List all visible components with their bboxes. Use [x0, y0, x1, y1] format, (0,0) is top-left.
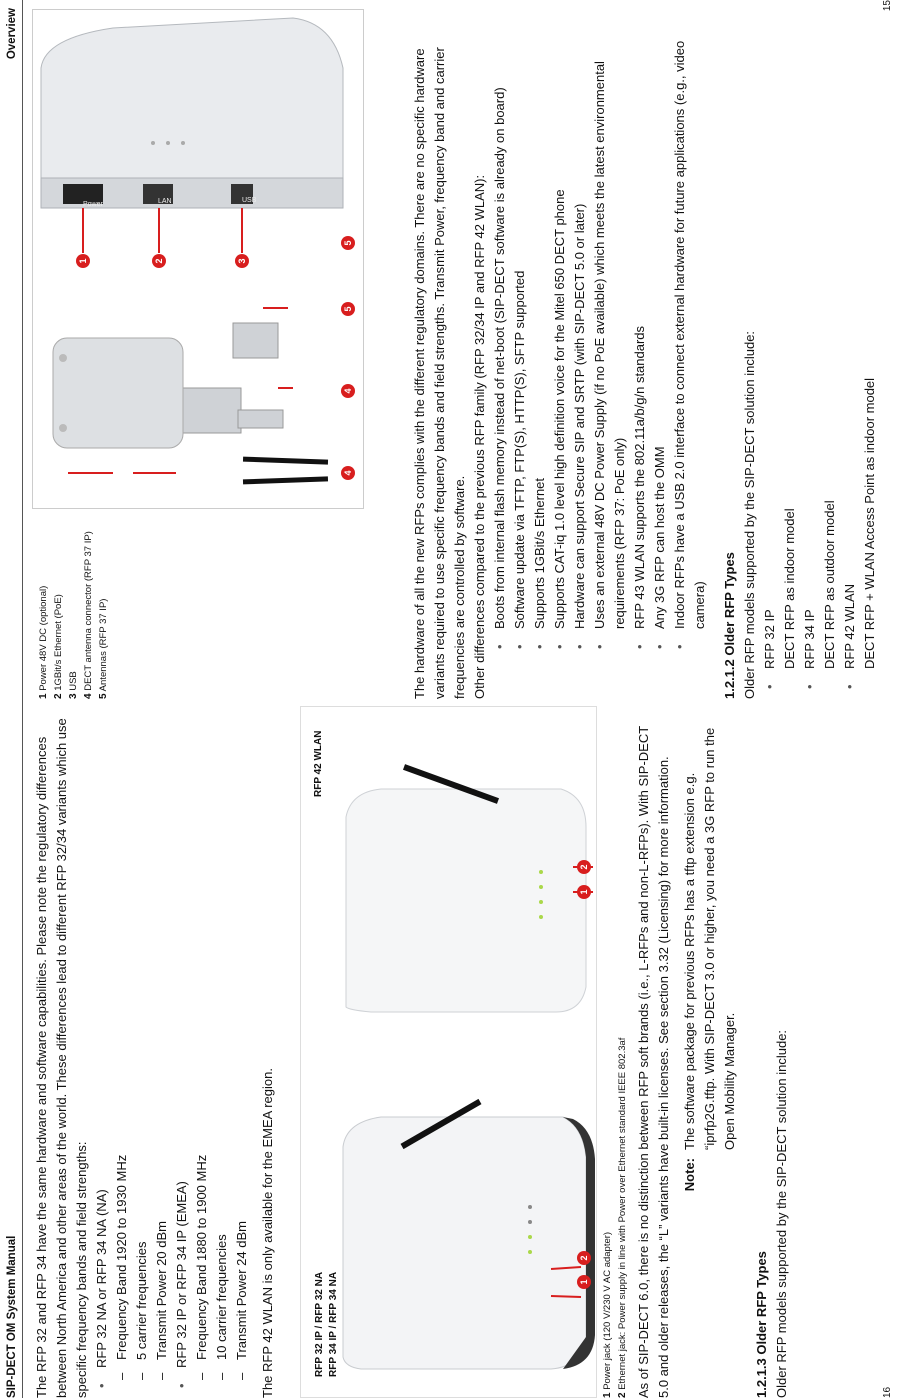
page16-bottom-text: [634, 708, 792, 1398]
rfp-side-view: [41, 18, 343, 208]
list-item: – Frequency Band 1920 to 1930 MHz: [112, 708, 132, 1398]
section-heading: 1.2.1.2 Older RFP Types: [722, 552, 737, 699]
list-item: DECT RFP + WLAN Access Point as indoor model: [862, 377, 877, 669]
note-text: The software package for previous RFPs has a tftp extension e.g. “iprfp2G.tftp. With SIP-DECT 3.0 or higher, you need a 3G RFP to run the Open Mobility Manager.: [682, 727, 737, 1150]
list-item: • RFP 42 WLAN: [840, 9, 860, 699]
list-item: • Uses an external 48V DC Power Supply (if no PoE available) which meets the latest environmental requirements (RFP 37: PoE only): [590, 9, 630, 659]
older-models-list: [760, 9, 880, 699]
page-number: 16: [882, 1386, 893, 1398]
page-number: 15: [882, 0, 893, 12]
caption-item: 1 Power jack (120 V/230 V AC adapter): [602, 1231, 613, 1398]
figure-caption-list: [600, 708, 630, 1398]
list-item: • Supports CAT-iq 1.0 level high definition voice for the Mitel 650 DECT phone: [550, 9, 570, 659]
figure-caption-list: [36, 519, 111, 699]
list-item: – Frequency Band 1880 to 1900 MHz: [192, 708, 212, 1398]
list-item: • RFP 32 IP or RFP 34 IP (EMEA): [172, 708, 192, 1398]
port-label-power: Power: [83, 201, 103, 208]
list-item: • RFP 43 WLAN supports the 802.11a/b/g/n standards: [630, 9, 650, 659]
section-heading: 1.2.1.3 Older RFP Types: [754, 1251, 769, 1398]
list-item: – 5 carrier frequencies: [132, 708, 152, 1398]
differences-list: [490, 9, 710, 659]
page15-body: [410, 9, 880, 699]
list-item: • Indoor RFPs have a USB 2.0 interface to connect external hardware for future applications (e.g., video camera): [670, 9, 710, 659]
licensing-paragraph: As of SIP-DECT 6.0, there is no distinction between RFP soft brands (i.e., L-RFPs and non-L-RFPs). With SIP-DECT 5.0 and older releases, the “L” variants have built-in licenses. See section 3.32 (Licensing) for more information.: [636, 726, 671, 1398]
rfp-32-device: [343, 1117, 595, 1369]
callout-arrows: [83, 208, 242, 253]
list-item: – Transmit Power 24 dBm: [232, 708, 252, 1398]
rfp-figure: [32, 9, 364, 509]
callout-badge: 1: [577, 885, 591, 899]
callout-badge: 2: [577, 860, 591, 874]
figure-label-left: RFP 32 IP / RFP 32 NA RFP 34 IP / RFP 34 NA: [314, 1271, 339, 1377]
callout-badge: 2: [152, 254, 166, 268]
intro-paragraph: The hardware of all the new RFPs complies with the different regulatory domains. There are no specific hardware variants required to use specific frequency bands and field strengths. Transmit Power, frequency band and carrier frequencies are controlled by software.: [412, 47, 467, 699]
caption-item: 1 Power 48V DC (optional): [38, 585, 49, 699]
outdoor-rfp: [53, 338, 183, 448]
callout-badge: 5: [341, 236, 355, 250]
wlan-note: The RFP 42 WLAN is only available for the EMEA region.: [260, 1068, 275, 1398]
port-label-lan: LAN: [158, 198, 172, 205]
list-item: • RFP 34 IP: [800, 9, 820, 699]
rfp-indoor-figure: [300, 706, 597, 1398]
page-header: SIP-DECT OM System Manual: [6, 1235, 18, 1398]
section-intro: Older RFP models supported by the SIP-DECT solution include:: [774, 1029, 789, 1398]
antenna-modules: [183, 323, 328, 484]
header-rule: [22, 0, 23, 699]
list-item: – 10 carrier frequencies: [212, 708, 232, 1398]
page-16: [0, 699, 901, 1398]
port-label-usb: USB: [242, 197, 257, 204]
list-item: • Hardware can support Secure SIP and SRTP (with SIP-DECT 5.0 or later): [570, 9, 590, 659]
callout-badge: 1: [76, 254, 90, 268]
page16-top-text: [32, 708, 278, 1398]
na-spec-list: [112, 708, 172, 1398]
list-item: • RFP 32 NA or RFP 34 NA (NA): [92, 708, 112, 1398]
note-block: [680, 708, 740, 1398]
caption-item: 2 Ethernet jack: Power supply in line with Power over Ethernet standard IEEE 802.3af: [617, 1037, 628, 1398]
callout-badge: 1: [577, 1275, 591, 1289]
section-intro: Older RFP models supported by the SIP-DECT solution include:: [742, 330, 757, 699]
caption-item: 3 USB: [68, 671, 79, 699]
callout-badge: 4: [341, 384, 355, 398]
callout-badge: 3: [235, 254, 249, 268]
page-header: Overview: [6, 8, 18, 60]
caption-item: 5 Antennas (RFP 37 IP): [98, 598, 109, 699]
list-item: • Any 3G RFP can host the OMM: [650, 9, 670, 659]
emea-spec-list: [192, 708, 252, 1398]
rfp-42-device: [346, 764, 586, 1149]
list-item: DECT RFP as outdoor model: [822, 500, 837, 669]
caption-item: 4 DECT antenna connector (RFP 37 IP): [83, 531, 94, 699]
figure-label-right: RFP 42 WLAN: [313, 730, 324, 797]
note-label: Note:: [682, 1158, 697, 1192]
caption-item: 2 1GBit/s Ethernet (PoE): [53, 594, 64, 699]
list-item: • Software update via TFTP, FTP(S), HTTP(S), SFTP supported: [510, 9, 530, 659]
list-item: • Supports 1GBit/s Ethernet: [530, 9, 550, 659]
list-item: • Boots from internal flash memory instead of net-boot (SIP-DECT software is already on board): [490, 9, 510, 659]
list-item: – Transmit Power 20 dBm: [152, 708, 172, 1398]
callout-badge: 5: [341, 302, 355, 316]
differences-intro: Other differences compared to the previous RFP family (RFP 32/34 IP and RFP 42 WLAN):: [472, 174, 487, 699]
variant-list: [172, 708, 192, 1398]
list-item: DECT RFP as indoor model: [782, 508, 797, 669]
callout-badge: 4: [341, 466, 355, 480]
header-rule: [22, 699, 23, 1398]
list-item: • RFP 32 IP: [760, 9, 780, 699]
callout-badge: 2: [577, 1251, 591, 1265]
rfp-indoor-illustration: [301, 707, 596, 1397]
intro-paragraph: The RFP 32 and RFP 34 have the same hardware and software capabilities. Please note the regulatory differences between North America and other areas of the world. These differences lead to different RFP 32/34 variants which use specific frequency bands and field strengths:: [34, 718, 89, 1398]
variant-list: [92, 708, 112, 1398]
